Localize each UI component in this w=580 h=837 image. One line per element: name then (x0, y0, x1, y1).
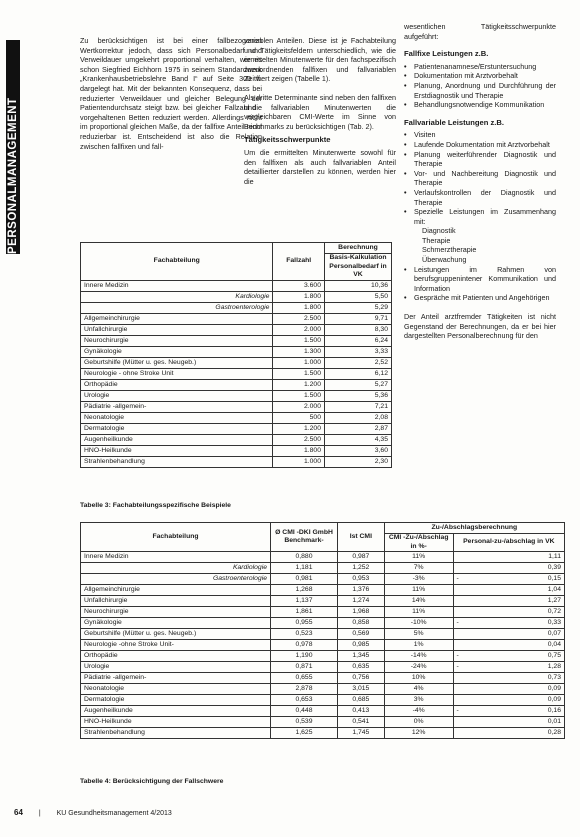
actual-cmi-cell: 0,413 (338, 706, 385, 717)
column-group-header: Zu-/Abschlagsberechnung (384, 523, 564, 534)
staff-vk-cell: 3,33 (325, 346, 392, 357)
department-cell: HNO-Heilkunde (81, 445, 273, 456)
actual-cmi-cell: 1,274 (338, 596, 385, 607)
footer-separator: | (38, 810, 41, 817)
department-cell: Orthopädie (81, 379, 273, 390)
list-item: • Verlaufskontrollen der Diagnostik und Therapie (412, 188, 556, 207)
cmi-adjustment-cell: -10% (384, 618, 453, 629)
adjustment-sign-cell (453, 640, 462, 651)
department-cell: Geburtshilfe (Mütter u. ges. Neugeb.) (81, 357, 273, 368)
list-item: • Patientenanamnese/Erstuntersuchung (412, 62, 556, 72)
list-item: • Laufende Dokumentation mit Arztvorbehalt (412, 140, 556, 150)
table-case-severity (80, 522, 565, 739)
department-cell: Kardiologie (81, 563, 271, 574)
department-cell: Neurochirurgie (81, 335, 273, 346)
actual-cmi-cell: 0,756 (338, 673, 385, 684)
paragraph: Als dritte Determinante sind neben den fallfixen und fallvariablen Minutenwerten die vergleichbaren CMI-Werte im Sinne von Benchmarks zu berücksichtigen (Tab. 2). (244, 92, 396, 131)
column-header: Fachabteilung (81, 243, 273, 281)
text-column-1 (80, 36, 262, 151)
table-row (81, 717, 565, 728)
department-cell: Unfallchirurgie (81, 324, 273, 335)
table-row (81, 695, 565, 706)
department-cell: Gynäkologie (81, 346, 273, 357)
benchmark-cmi-cell: 1,190 (271, 651, 338, 662)
staff-adjustment-cell: 1,04 (462, 585, 565, 596)
text-column-3 (404, 22, 556, 341)
adjustment-sign-cell (453, 552, 462, 563)
cmi-adjustment-cell: 7% (384, 563, 453, 574)
table-row (81, 291, 392, 302)
column-header: CMI -Zu-/Abschlag in %- (384, 534, 453, 552)
case-count-cell: 1.800 (273, 291, 325, 302)
staff-adjustment-cell: 1,27 (462, 596, 565, 607)
department-cell: Unfallchirurgie (81, 596, 271, 607)
table-row (81, 596, 565, 607)
list-subitem: Diagnostik (422, 226, 456, 236)
cmi-adjustment-cell: -4% (384, 706, 453, 717)
table-department-examples (80, 242, 392, 468)
benchmark-cmi-cell: 2,878 (271, 684, 338, 695)
department-cell: Allgemeinchirurgie (81, 585, 271, 596)
fixed-services-list (404, 62, 556, 110)
column-header: Ø CMI -DKI GmbH Benchmark- (271, 523, 338, 552)
case-count-cell: 1.200 (273, 423, 325, 434)
benchmark-cmi-cell: 1,137 (271, 596, 338, 607)
cmi-adjustment-cell: 4% (384, 684, 453, 695)
department-cell: Augenheilkunde (81, 434, 273, 445)
column-header: Fallzahl (273, 243, 325, 281)
staff-adjustment-cell: 0,73 (462, 673, 565, 684)
list-heading: Fallvariable Leistungen z.B. (404, 117, 505, 127)
actual-cmi-cell: 0,953 (338, 574, 385, 585)
adjustment-sign-cell (453, 607, 462, 618)
list-heading: Fallfixe Leistungen z.B. (404, 49, 489, 59)
actual-cmi-cell: 1,252 (338, 563, 385, 574)
staff-vk-cell: 6,24 (325, 335, 392, 346)
benchmark-cmi-cell: 0,978 (271, 640, 338, 651)
case-count-cell: 1.500 (273, 368, 325, 379)
column-header: Basis-Kalkulation Personalbedarf in VK (325, 254, 392, 281)
department-cell: Dermatologie (81, 695, 271, 706)
department-cell: Neurochirurgie (81, 607, 271, 618)
case-count-cell: 1.200 (273, 379, 325, 390)
actual-cmi-cell: 0,569 (338, 629, 385, 640)
list-item: • Vor- und Nachbereitung Diagnostik und Therapie (412, 169, 556, 188)
staff-vk-cell: 2,52 (325, 357, 392, 368)
case-count-cell: 1.000 (273, 357, 325, 368)
staff-vk-cell: 3,60 (325, 445, 392, 456)
department-cell: Augenheilkunde (81, 706, 271, 717)
list-item: • Leistungen im Rahmen von berufsgruppenintener Kommunikation und Information (412, 265, 556, 294)
table-row (81, 662, 565, 673)
department-cell: Neurologie -ohne Stroke Unit- (81, 640, 271, 651)
department-cell: Geburtshilfe (Mütter u. ges. Neugeb.) (81, 629, 271, 640)
adjustment-sign-cell (453, 695, 462, 706)
department-cell: Pädiatrie -allgemein- (81, 673, 271, 684)
department-cell: Strahlenbehandlung (81, 728, 271, 739)
cmi-adjustment-cell: 10% (384, 673, 453, 684)
actual-cmi-cell: 0,987 (338, 552, 385, 563)
table-row (81, 563, 565, 574)
actual-cmi-cell: 0,541 (338, 717, 385, 728)
staff-vk-cell: 5,50 (325, 291, 392, 302)
staff-adjustment-cell: 1,11 (462, 552, 565, 563)
paragraph: Zu berücksichtigen ist bei einer fallbezogenen Wertkorrektur jedoch, dass sich Personalbedarf und Verweildauer umgekehrt proportional verhalten, wie es schon Siegfried Eichhorn 1975 in seinem Standardwerk „Krankenhausbetriebslehre Band I“ auf Seite 300 ff. dargelegt hat. Mit der bekannten Konsequenz, dass bei reduzierter Verweildauer und gleicher Belegung der Patientendurchsatz steigt bzw. bei gleicher Fallzahl die vorgehaltenen Betten reduziert werden. Allerdings nicht im proportional gleichen Maße, da der fallfixe Anteil nicht reduzierbar ist. Entscheidend ist also die Relation zwischen fallfixen und fall- (80, 36, 262, 151)
actual-cmi-cell: 0,635 (338, 662, 385, 673)
department-cell: Dermatologie (81, 423, 273, 434)
table-row (81, 390, 392, 401)
staff-adjustment-cell: 0,04 (462, 640, 565, 651)
adjustment-sign-cell (453, 728, 462, 739)
table-row (81, 651, 565, 662)
list-item: • Spezielle Leistungen im Zusammenhang mit: (412, 207, 556, 226)
adjustment-sign-cell (453, 717, 462, 728)
table-row (81, 684, 565, 695)
staff-vk-cell: 8,30 (325, 324, 392, 335)
actual-cmi-cell: 1,745 (338, 728, 385, 739)
paragraph: Der Anteil arztfremder Tätigkeiten ist nicht Gegenstand der Berechnungen, da er bei hier dargestellten Personalberechnung für den (404, 312, 556, 341)
staff-adjustment-cell: 0,09 (462, 684, 565, 695)
actual-cmi-cell: 0,858 (338, 618, 385, 629)
variable-services-list (404, 130, 556, 303)
cmi-adjustment-cell: 5% (384, 629, 453, 640)
list-item: • Planung weiterführender Diagnostik und Therapie (412, 150, 556, 169)
page-number: 64 (14, 808, 23, 817)
section-sidebar (0, 0, 24, 260)
cmi-adjustment-cell: 11% (384, 552, 453, 563)
benchmark-cmi-cell: 0,523 (271, 629, 338, 640)
benchmark-cmi-cell: 0,539 (271, 717, 338, 728)
adjustment-sign-cell: - (453, 618, 462, 629)
department-cell: Neurologie - ohne Stroke Unit (81, 368, 273, 379)
table-row (81, 401, 392, 412)
staff-adjustment-cell: 0,33 (462, 618, 565, 629)
adjustment-sign-cell: - (453, 574, 462, 585)
staff-adjustment-cell: 0,75 (462, 651, 565, 662)
case-count-cell: 1.300 (273, 346, 325, 357)
benchmark-cmi-cell: 0,880 (271, 552, 338, 563)
staff-vk-cell: 2,30 (325, 456, 392, 467)
table-row (81, 585, 565, 596)
staff-vk-cell: 2,08 (325, 412, 392, 423)
staff-adjustment-cell: 0,39 (462, 563, 565, 574)
benchmark-cmi-cell: 1,861 (271, 607, 338, 618)
benchmark-cmi-cell: 0,655 (271, 673, 338, 684)
table-row (81, 379, 392, 390)
table-row (81, 280, 392, 291)
department-cell: Allgemeinchirurgie (81, 313, 273, 324)
staff-adjustment-cell: 1,28 (462, 662, 565, 673)
adjustment-sign-cell (453, 673, 462, 684)
list-subitem: Schmerztherapie (422, 245, 477, 255)
list-item: • Planung, Anordnung und Durchführung der Erstdiagnostik und Therapie (412, 81, 556, 100)
table-row (81, 574, 565, 585)
table-row (81, 673, 565, 684)
staff-vk-cell: 2,87 (325, 423, 392, 434)
adjustment-sign-cell: - (453, 706, 462, 717)
department-cell: Innere Medizin (81, 552, 271, 563)
staff-adjustment-cell: 0,15 (462, 574, 565, 585)
staff-vk-cell: 5,36 (325, 390, 392, 401)
column-header: Fachabteilung (81, 523, 271, 552)
staff-adjustment-cell: 0,28 (462, 728, 565, 739)
staff-vk-cell: 9,71 (325, 313, 392, 324)
table-row (81, 434, 392, 445)
adjustment-sign-cell: - (453, 651, 462, 662)
benchmark-cmi-cell: 0,981 (271, 574, 338, 585)
cmi-adjustment-cell: 3% (384, 695, 453, 706)
benchmark-cmi-cell: 0,653 (271, 695, 338, 706)
department-cell: Neonatologie (81, 684, 271, 695)
column-header: Personal-zu-/abschlag in VK (453, 534, 564, 552)
cmi-adjustment-cell: 0% (384, 717, 453, 728)
staff-vk-cell: 6,12 (325, 368, 392, 379)
department-cell: Kardiologie (81, 291, 273, 302)
cmi-adjustment-cell: 14% (384, 596, 453, 607)
department-cell: Strahlenbehandlung (81, 456, 273, 467)
cmi-adjustment-cell: 11% (384, 607, 453, 618)
staff-adjustment-cell: 0,09 (462, 695, 565, 706)
staff-vk-cell: 7,21 (325, 401, 392, 412)
department-cell: Pädiatrie -allgemein- (81, 401, 273, 412)
table-row (81, 368, 392, 379)
list-item: • Gespräche mit Patienten und Angehörigen (412, 293, 556, 303)
table-row (81, 357, 392, 368)
column-group-header: Berechnung (325, 243, 392, 254)
adjustment-sign-cell: - (453, 662, 462, 673)
list-subitem: Überwachung (422, 255, 467, 265)
benchmark-cmi-cell: 0,955 (271, 618, 338, 629)
case-count-cell: 1.500 (273, 390, 325, 401)
column-header: Ist CMI (338, 523, 385, 552)
adjustment-sign-cell (453, 585, 462, 596)
case-count-cell: 1.000 (273, 456, 325, 467)
table-row (81, 335, 392, 346)
case-count-cell: 2.000 (273, 324, 325, 335)
table-row (81, 618, 565, 629)
paragraph: variablen Anteilen. Diese ist je Fachabteilung und Tätigkeitsfeldern unterschiedlich, wie die ermittelten Minutenwerte für den fachspezifisch zuzuordnenden fallfixen und fallvariablen Zeitwert zeigen (Tabelle 1). (244, 36, 396, 84)
text-column-2 (244, 36, 396, 186)
table-row (81, 640, 565, 651)
cmi-adjustment-cell: 1% (384, 640, 453, 651)
department-cell: Gastroenterologie (81, 574, 271, 585)
case-count-cell: 1.500 (273, 335, 325, 346)
table-row (81, 629, 565, 640)
table-row (81, 456, 392, 467)
table-row (81, 728, 565, 739)
staff-vk-cell: 5,29 (325, 302, 392, 313)
table-row (81, 423, 392, 434)
cmi-adjustment-cell: -24% (384, 662, 453, 673)
table-row (81, 607, 565, 618)
list-item: • Visiten (412, 130, 556, 140)
section-heading: Tätigkeitsschwerpunkte (244, 135, 331, 145)
actual-cmi-cell: 0,685 (338, 695, 385, 706)
table-caption: Tabelle 4: Berücksichtigung der Fallschwere (80, 778, 224, 785)
department-cell: Gynäkologie (81, 618, 271, 629)
department-cell: Orthopädie (81, 651, 271, 662)
table-caption: Tabelle 3: Fachabteilungsspezifische Beispiele (80, 502, 231, 509)
case-count-cell: 2.500 (273, 434, 325, 445)
table-row (81, 445, 392, 456)
case-count-cell: 500 (273, 412, 325, 423)
department-cell: Urologie (81, 662, 271, 673)
cmi-adjustment-cell: 11% (384, 585, 453, 596)
table-row (81, 324, 392, 335)
actual-cmi-cell: 3,015 (338, 684, 385, 695)
journal-name: KU Gesundheitsmanagement 4/2013 (56, 810, 172, 817)
cmi-adjustment-cell: -14% (384, 651, 453, 662)
staff-adjustment-cell: 0,16 (462, 706, 565, 717)
department-cell: Neonatologie (81, 412, 273, 423)
list-item: • Dokumentation mit Arztvorbehalt (412, 71, 556, 81)
actual-cmi-cell: 1,376 (338, 585, 385, 596)
cmi-adjustment-cell: -3% (384, 574, 453, 585)
case-count-cell: 1.800 (273, 302, 325, 313)
case-count-cell: 2.000 (273, 401, 325, 412)
case-count-cell: 3.600 (273, 280, 325, 291)
benchmark-cmi-cell: 1,181 (271, 563, 338, 574)
staff-adjustment-cell: 0,07 (462, 629, 565, 640)
list-item: • Behandlungsnotwendige Kommunikation (412, 100, 556, 110)
table-row (81, 412, 392, 423)
staff-vk-cell: 4,35 (325, 434, 392, 445)
page-footer (14, 808, 172, 817)
case-count-cell: 1.800 (273, 445, 325, 456)
staff-vk-cell: 10,36 (325, 280, 392, 291)
staff-adjustment-cell: 0,01 (462, 717, 565, 728)
paragraph: wesentlichen Tätigkeitsschwerpunkte aufgeführt: (404, 22, 556, 41)
staff-vk-cell: 5,27 (325, 379, 392, 390)
benchmark-cmi-cell: 0,871 (271, 662, 338, 673)
table-row (81, 313, 392, 324)
benchmark-cmi-cell: 0,448 (271, 706, 338, 717)
adjustment-sign-cell (453, 563, 462, 574)
adjustment-sign-cell (453, 596, 462, 607)
table-row (81, 346, 392, 357)
department-cell: Urologie (81, 390, 273, 401)
case-count-cell: 2.500 (273, 313, 325, 324)
actual-cmi-cell: 1,345 (338, 651, 385, 662)
table-row (81, 302, 392, 313)
cmi-adjustment-cell: 12% (384, 728, 453, 739)
adjustment-sign-cell (453, 684, 462, 695)
staff-adjustment-cell: 0,72 (462, 607, 565, 618)
adjustment-sign-cell (453, 629, 462, 640)
benchmark-cmi-cell: 1,625 (271, 728, 338, 739)
actual-cmi-cell: 0,985 (338, 640, 385, 651)
table-row (81, 552, 565, 563)
table-row (81, 706, 565, 717)
paragraph: Um die ermittelten Minutenwerte sowohl für den fallfixen als auch fallvariablen Anteil detaillierter darstellen zu können, werden hier die (244, 147, 396, 186)
department-cell: HNO-Heilkunde (81, 717, 271, 728)
department-cell: Innere Medizin (81, 280, 273, 291)
department-cell: Gastroenterologie (81, 302, 273, 313)
benchmark-cmi-cell: 1,268 (271, 585, 338, 596)
actual-cmi-cell: 1,968 (338, 607, 385, 618)
list-subitem: Therapie (422, 235, 451, 245)
